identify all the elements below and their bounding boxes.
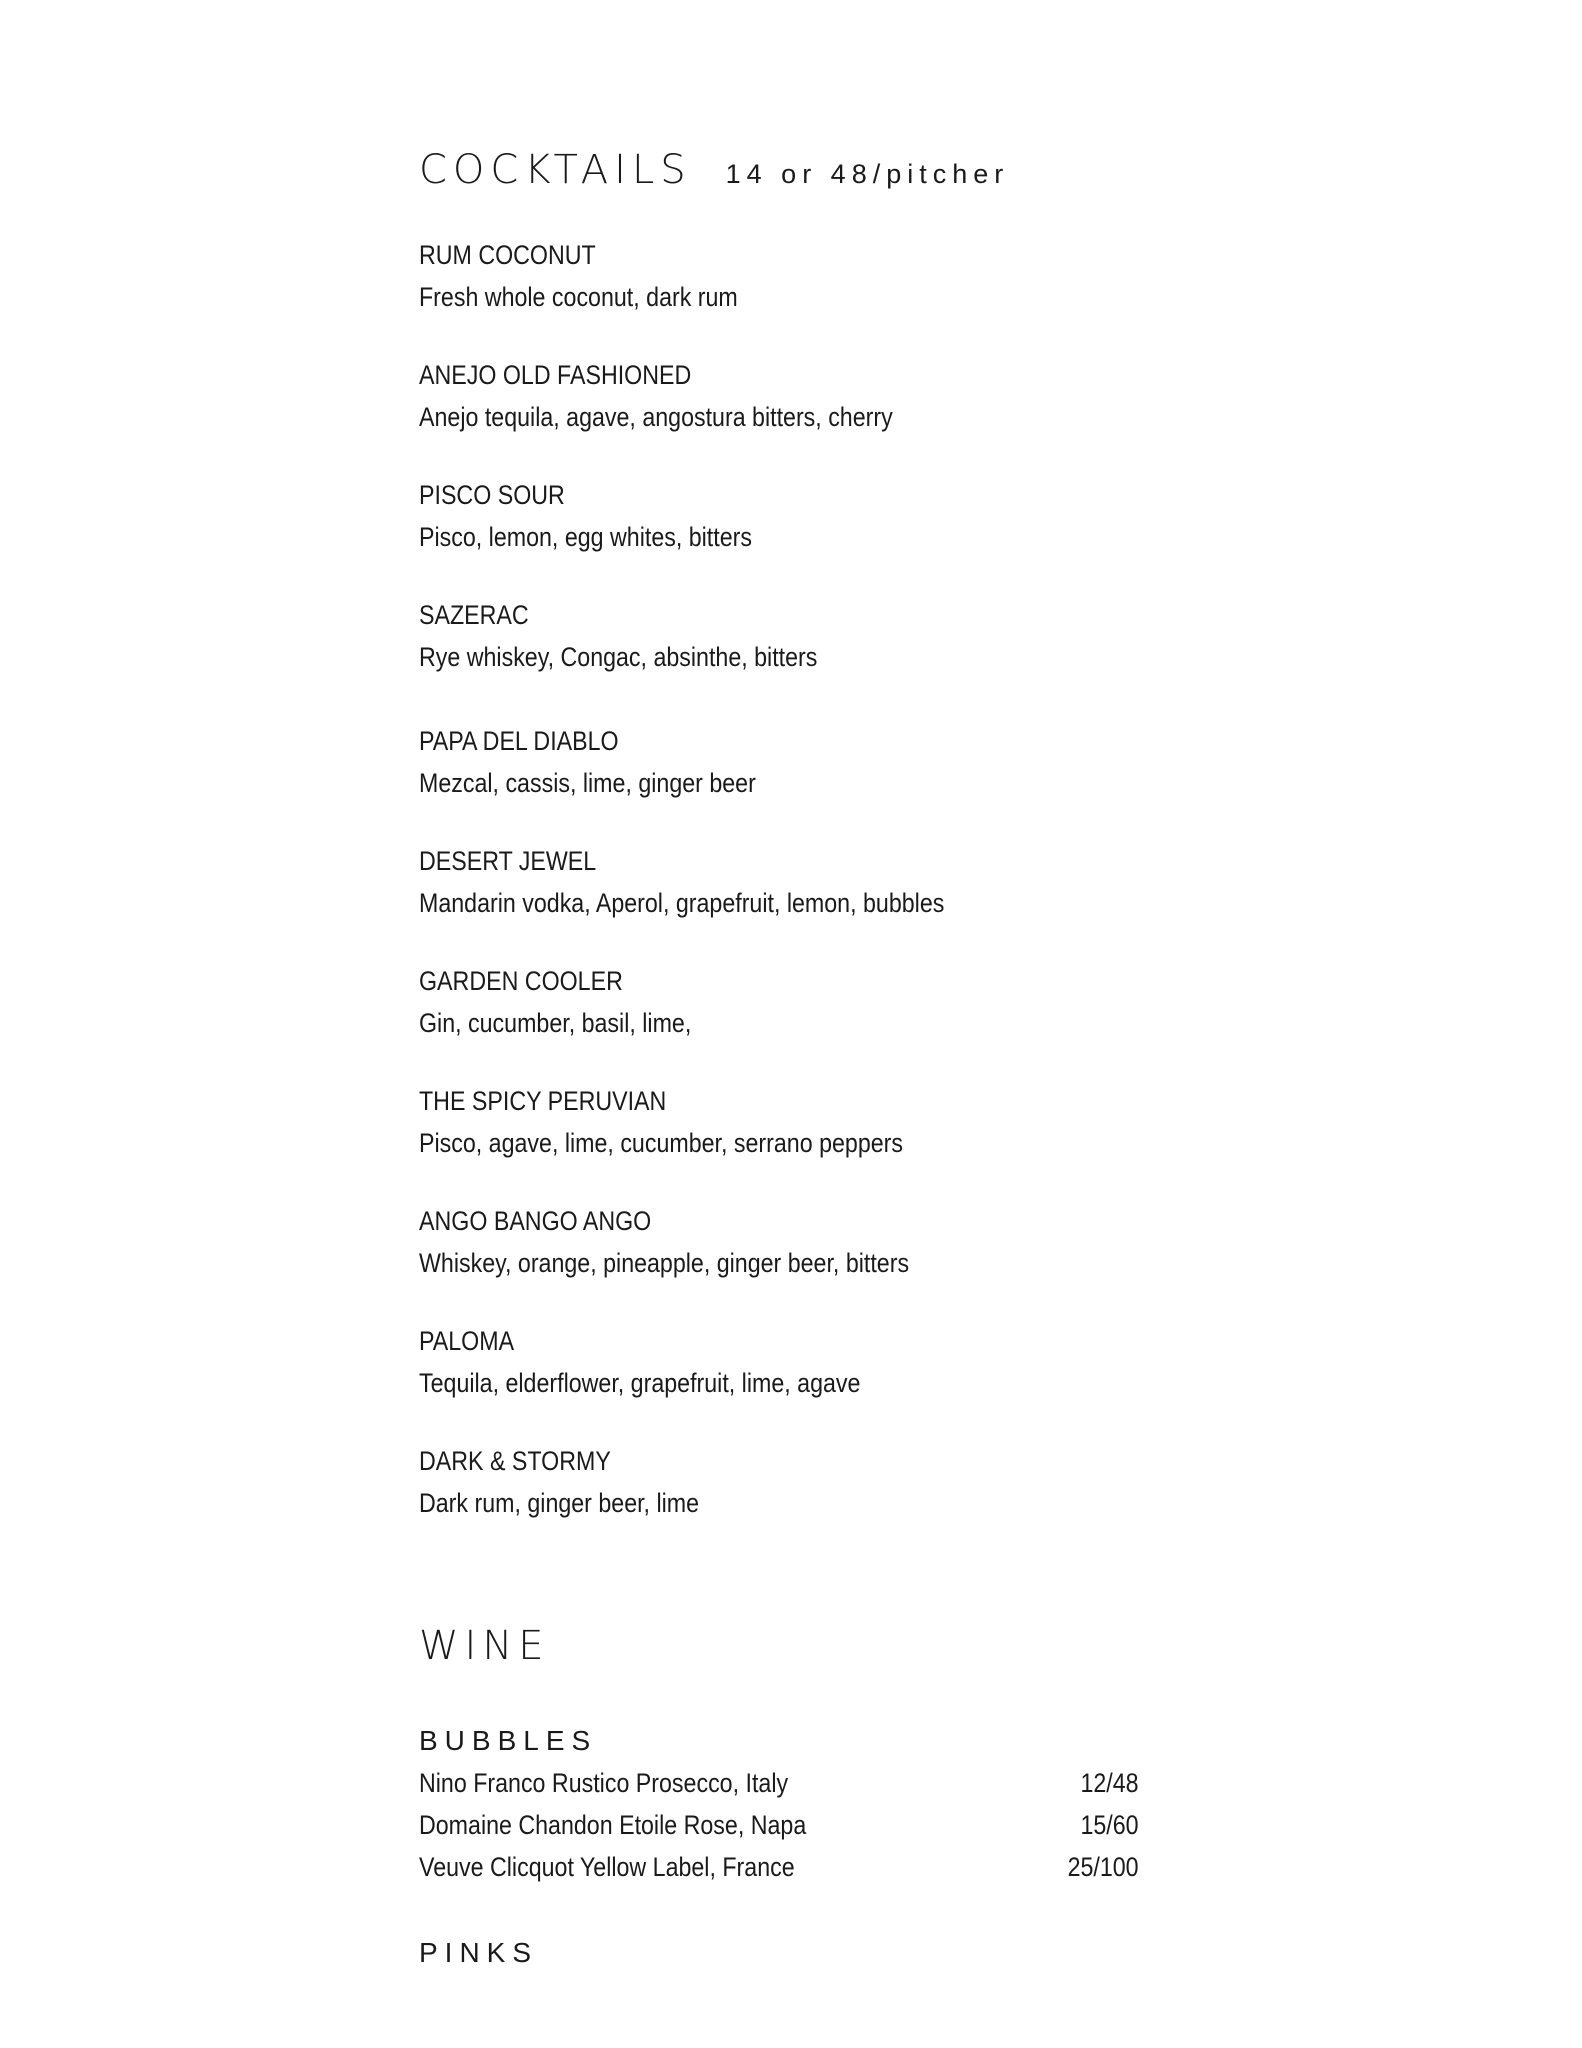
wine-header xyxy=(419,1616,1139,1676)
list-item xyxy=(419,474,1139,594)
cocktail-list xyxy=(419,234,1139,1560)
menu-page xyxy=(419,140,1139,1974)
cocktail-name: PALOMA xyxy=(419,1326,515,1356)
cocktail-description: Pisco, agave, lime, cucumber, serrano peppers xyxy=(419,1128,903,1158)
list-item xyxy=(419,234,1139,354)
cocktail-description: Gin, cucumber, basil, lime, xyxy=(419,1008,692,1038)
wine-price: 12/48 xyxy=(1080,1768,1139,1798)
wine-title: WINE xyxy=(419,1623,550,1669)
list-item xyxy=(419,1440,1139,1560)
cocktail-description: Whiskey, orange, pineapple, ginger beer, bitters xyxy=(419,1248,910,1278)
cocktail-description: Mezcal, cassis, lime, ginger beer xyxy=(419,768,756,798)
list-item xyxy=(419,1762,1139,1804)
cocktail-description: Anejo tequila, agave, angostura bitters, cherry xyxy=(419,402,893,432)
list-item xyxy=(419,1320,1139,1440)
cocktail-description: Dark rum, ginger beer, lime xyxy=(419,1488,700,1518)
wine-name: Veuve Clicquot Yellow Label, France xyxy=(419,1852,795,1882)
bubbles-title: BUBBLES xyxy=(419,1725,598,1756)
wine-name: Nino Franco Rustico Prosecco, Italy xyxy=(419,1768,789,1798)
cocktail-name: DESERT JEWEL xyxy=(419,846,597,876)
list-item xyxy=(419,594,1139,720)
wine-price: 25/100 xyxy=(1067,1852,1139,1882)
list-item xyxy=(419,1200,1139,1320)
list-item xyxy=(419,354,1139,474)
bubbles-list xyxy=(419,1762,1139,1888)
cocktail-name: SAZERAC xyxy=(419,600,529,630)
list-item xyxy=(419,1804,1139,1846)
cocktail-description: Mandarin vodka, Aperol, grapefruit, lemon, bubbles xyxy=(419,888,945,918)
cocktail-name: PAPA DEL DIABLO xyxy=(419,726,619,756)
cocktail-name: DARK & STORMY xyxy=(419,1446,611,1476)
cocktail-description: Fresh whole coconut, dark rum xyxy=(419,282,738,312)
cocktail-name: THE SPICY PERUVIAN xyxy=(419,1086,667,1116)
list-item xyxy=(419,960,1139,1080)
cocktails-price: 14 or 48/pitcher xyxy=(725,159,1010,189)
wine-name: Domaine Chandon Etoile Rose, Napa xyxy=(419,1810,807,1840)
cocktail-description: Rye whiskey, Congac, absinthe, bitters xyxy=(419,642,818,672)
cocktail-name: ANGO BANGO ANGO xyxy=(419,1206,652,1236)
cocktails-title: COCKTAILS xyxy=(419,147,692,193)
list-item xyxy=(419,840,1139,960)
list-item xyxy=(419,1080,1139,1200)
cocktail-description: Pisco, lemon, egg whites, bitters xyxy=(419,522,752,552)
list-item xyxy=(419,720,1139,840)
cocktail-name: GARDEN COOLER xyxy=(419,966,623,996)
cocktail-name: PISCO SOUR xyxy=(419,480,565,510)
cocktail-description: Tequila, elderflower, grapefruit, lime, agave xyxy=(419,1368,861,1398)
cocktail-name: ANEJO OLD FASHIONED xyxy=(419,360,692,390)
wine-price: 15/60 xyxy=(1080,1810,1139,1840)
wine-section xyxy=(419,1616,1139,1974)
cocktail-name: RUM COCONUT xyxy=(419,240,596,270)
pinks-title: PINKS xyxy=(419,1937,539,1968)
cocktails-header xyxy=(419,140,1139,200)
list-item xyxy=(419,1846,1139,1888)
